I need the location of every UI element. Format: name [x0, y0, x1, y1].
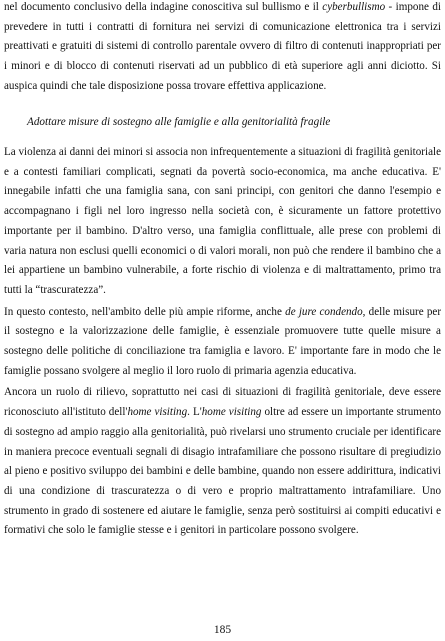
- body-text-block: [4, 143, 441, 541]
- paragraph-3-text-3: oltre ad essere un importante strumento di sostegno ad ampio raggio alla genitorialità, può rivelarsi uno strumento cruciale per identificare in maniera precoce eventuali segnali di disagio intrafamiliare che possono risultare di pregiudizio al pieno e positivo sviluppo dei bambini e delle bambine, quando non essere addirittura, indicativi di una condizione di trascuratezza o di vero e proprio maltrattamento intrafamiliare. Uno strumento in grado di sostenere ed aiutare le famiglie, senza però sostituirsi ai compiti educativi e formativi che solo le famiglie stesse e i genitori in particolare possono svolgere.: [4, 406, 441, 537]
- intro-paragraph-block: [4, 0, 441, 97]
- intro-text-1: nel documento conclusivo della indagine conoscitiva sul bullismo e il: [4, 1, 323, 13]
- paragraph-3-emphasis-1: home visiting: [127, 406, 188, 419]
- intro-emphasis-cyberbullismo: cyberbullismo: [322, 1, 386, 13]
- paragraph-3-emphasis-2: home visiting: [201, 406, 262, 419]
- paragraph-3: [4, 383, 441, 541]
- paragraph-2-text-2: , delle misure per il sostegno e la valorizzazione delle famiglie, è essenziale promuovere tutte quelle misure a sostegno delle politiche di conciliazione tra famiglia e lavoro. E' importante fare in modo che le famiglie possano svolgere al meglio il loro ruolo di primaria agenzia educativa.: [4, 305, 442, 377]
- intro-paragraph: [4, 0, 441, 97]
- section-heading: Adottare misure di sostegno alle famiglie e alla genitorialità fragile: [27, 116, 331, 128]
- paragraph-2-text-1: In questo contesto, nell'ambito delle più ampie riforme, anche: [4, 305, 286, 318]
- intro-text-2: - impone di prevedere in tutti i contratti di fornitura nei servizi di comunicazione elettronica tra i servizi preattivati e gratuiti di sistemi di controllo parentale ovvero di filtro di contenuti inappropriati per i minori e di blocco di contenuti riservati ad un pubblico di età superiore agli anni diciotto. Si auspica quindi che tale disposizione possa trovare effettiva applicazione.: [4, 1, 442, 92]
- paragraph-3-text-2: . L': [187, 406, 202, 419]
- paragraph-2: [4, 303, 441, 382]
- paragraph-1: La violenza ai danni dei minori si associa non infrequentemente a situazioni di fragilità genitoriale e a contesti familiari complicati, segnati da povertà socio-economica, ma anche educativa. E' innegabile infatti che una famiglia sana, con sani principi, con genitori che danno l'esempio e accompagnano i figli nel loro ingresso nella società con, è sicuramente un fattore protettivo importante per il bambino. D'altro verso, una famiglia conflittuale, alle prese con problemi di varia natura non esclusi quelli economici o di valori morali, non può che rendere il bambino che a lei appartiene un bambino vulnerabile, a forte rischio di violenza e di maltrattamento, primo tra tutti la “trascuratezza”.: [4, 146, 441, 296]
- paragraph-3-text-1: Ancora un ruolo di rilievo, soprattutto nei casi di situazioni di fragilità genitoriale, deve essere riconosciuto all'istituto dell': [4, 386, 441, 419]
- paragraph-2-emphasis: de jure condendo: [285, 305, 363, 318]
- page-number: 185: [213, 624, 232, 636]
